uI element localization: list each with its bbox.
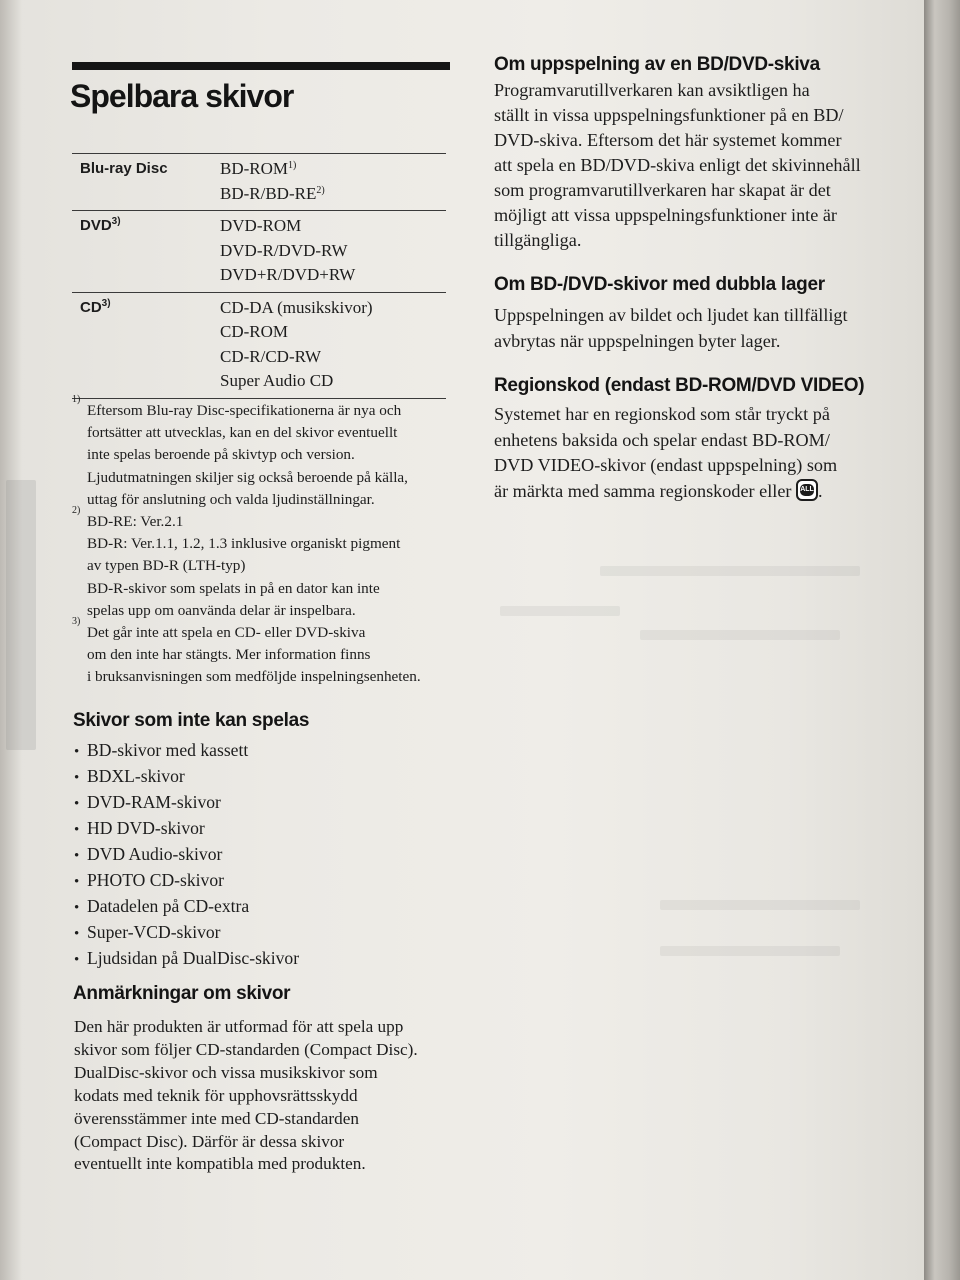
next-page-edge bbox=[924, 0, 960, 1280]
region-code-paragraph bbox=[494, 402, 894, 504]
paragraph-line: eventuellt inte kompatibla med produkten. bbox=[74, 1154, 366, 1174]
format-item: BD-ROM$^{1)}$ bbox=[220, 159, 297, 178]
footnote-line: spelas upp om oanvända delar är inspelbara. bbox=[87, 601, 356, 619]
footnote-line: Eftersom Blu-ray Disc-specifikationerna är nya och bbox=[87, 402, 402, 419]
playable-discs-table bbox=[72, 153, 446, 399]
footnotes bbox=[72, 394, 452, 689]
paragraph-line: som programvarutillverkaren har skapat är det bbox=[494, 180, 831, 200]
footnote-line: BD-R: Ver.1.1, 1.2, 1.3 inklusive organiskt pigment bbox=[87, 535, 401, 553]
list-item: • Super-VCD-skivor bbox=[74, 919, 299, 945]
footnote-line: av typen BD-R (LTH-typ) bbox=[87, 557, 246, 575]
format-item: DVD-R/DVD-RW bbox=[220, 240, 348, 260]
format-item: Super Audio CD bbox=[220, 371, 334, 390]
dual-layer-paragraph bbox=[494, 302, 894, 354]
disc-type: Blu-ray Disc bbox=[80, 160, 168, 177]
list-item: • PHOTO CD-skivor bbox=[74, 867, 299, 893]
paragraph-line: tillgängliga. bbox=[494, 230, 582, 250]
paragraph-line: är märkta med samma regionskoder eller ALL . bbox=[494, 479, 894, 505]
show-through-text bbox=[660, 900, 860, 910]
title-rule bbox=[72, 62, 450, 70]
paragraph-line: Programvarutillverkaren kan avsiktligen ha bbox=[494, 80, 810, 100]
section-heading-unplayable: Skivor som inte kan spelas bbox=[73, 710, 310, 731]
list-item: • DVD Audio-skivor bbox=[74, 841, 299, 867]
playback-paragraph bbox=[494, 78, 894, 253]
list-item: • Datadelen på CD-extra bbox=[74, 893, 299, 919]
disc-formats bbox=[220, 214, 355, 288]
footnote-line: BD-RE: Ver.2.1 bbox=[87, 513, 184, 531]
paragraph-line: enhetens baksida och spelar endast BD-ROM/ bbox=[494, 429, 830, 450]
list-item: • BD-skivor med kassett bbox=[74, 737, 299, 763]
table-row bbox=[72, 153, 446, 210]
side-index-tab bbox=[6, 480, 36, 750]
section-heading-region-code: Regionskod (endast BD-ROM/DVD VIDEO) bbox=[494, 375, 865, 396]
list-item: • HD DVD-skivor bbox=[74, 815, 299, 841]
section-heading-dual-layer: Om BD-/DVD-skivor med dubbla lager bbox=[494, 274, 825, 295]
paragraph-line: (Compact Disc). Därför är dessa skivor bbox=[74, 1131, 345, 1151]
region-all-icon bbox=[796, 479, 818, 501]
list-item: • DVD-RAM-skivor bbox=[74, 789, 299, 815]
footnote-line: Det går inte att spela en CD- eller DVD-skiva bbox=[87, 624, 366, 642]
footnote-line: om den inte har stängts. Mer information finns bbox=[87, 646, 371, 664]
table-row bbox=[72, 292, 446, 399]
footnote-line: fortsätter att utvecklas, kan en del skivor eventuellt bbox=[87, 424, 398, 442]
paragraph-line: ställt in vissa uppspelningsfunktioner på en BD/ bbox=[494, 105, 844, 125]
list-item: • BDXL-skivor bbox=[74, 763, 299, 789]
format-item: DVD+R/DVD+RW bbox=[220, 265, 356, 284]
disc-formats bbox=[220, 157, 325, 206]
disc-formats bbox=[220, 296, 373, 394]
show-through-text bbox=[640, 630, 840, 640]
show-through-text bbox=[600, 566, 860, 576]
section-heading-notes: Anmärkningar om skivor bbox=[73, 983, 291, 1004]
paragraph-line: Den här produkten är utformad för att spela upp bbox=[74, 1017, 404, 1036]
paragraph-line: Systemet har en regionskod som står tryckt på bbox=[494, 404, 830, 424]
paragraph-line: att spela en BD/DVD-skiva enligt det skivinnehåll bbox=[494, 155, 861, 175]
paragraph-line: DualDisc-skivor och vissa musikskivor som bbox=[74, 1062, 378, 1082]
notes-paragraph bbox=[74, 1016, 454, 1176]
format-item: DVD-ROM bbox=[220, 216, 302, 235]
table-row bbox=[72, 210, 446, 292]
format-item: CD-DA (musikskivor) bbox=[220, 297, 373, 317]
paragraph-line: möjligt att vissa uppspelningsfunktioner inte är bbox=[494, 205, 837, 225]
format-item: CD-R/CD-RW bbox=[220, 346, 322, 366]
format-item: BD-R/BD-RE$^{2)}$ bbox=[220, 183, 325, 203]
show-through-text bbox=[660, 946, 840, 956]
footnote: 2) BD-RE: Ver.2.1 BD-R: Ver.1.1, 1.2, 1.3 inklusive organiskt pigment av typen BD-R (LTH-typ) BD-R-skivor som spelats in på en dator kan inte spelas upp om oanvända delar är inspelbara. bbox=[72, 511, 452, 622]
section-heading-playback: Om uppspelning av en BD/DVD-skiva bbox=[494, 54, 820, 75]
paragraph-line: skivor som följer CD-standarden (Compact Disc). bbox=[74, 1039, 418, 1059]
list-item: • Ljudsidan på DualDisc-skivor bbox=[74, 945, 299, 971]
format-item: CD-ROM bbox=[220, 322, 289, 341]
footnote: 3) Det går inte att spela en CD- eller DVD-skiva om den inte har stängts. Mer information finns i bruksanvisningen som medföljde inspelningsenheten. bbox=[72, 622, 452, 689]
unplayable-list bbox=[74, 737, 299, 971]
disc-type: DVD$^{3)}$ bbox=[80, 216, 121, 234]
paragraph-line: kodats med teknik för upphovsrättsskydd bbox=[74, 1085, 358, 1105]
paragraph-line: överensstämmer inte med CD-standarden bbox=[74, 1108, 359, 1128]
footnote: 1) Eftersom Blu-ray Disc-specifikationerna är nya och fortsätter att utvecklas, kan en del skivor eventuellt inte spelas beroende på skivtyp och version. Ljudutmatningen skiljer sig också beroende på källa, uttag för anslutning och valda ljudinställningar. bbox=[72, 400, 452, 511]
show-through-text bbox=[500, 606, 620, 616]
disc-type: CD$^{3)}$ bbox=[80, 297, 111, 316]
footnote-line: inte spelas beroende på skivtyp och version. bbox=[87, 446, 355, 464]
footnote-line: Ljudutmatningen skiljer sig också beroende på källa, bbox=[87, 468, 408, 486]
footnote-line: i bruksanvisningen som medföljde inspelningsenheten. bbox=[87, 668, 421, 686]
page-title: Spelbara skivor bbox=[70, 78, 294, 114]
paragraph-line: Uppspelningen av bildet och ljudet kan tillfälligt bbox=[494, 305, 848, 325]
footnote-line: BD-R-skivor som spelats in på en dator kan inte bbox=[87, 579, 380, 597]
footnote-line: uttag för anslutning och valda ljudinställningar. bbox=[87, 490, 375, 508]
paragraph-line: DVD VIDEO-skivor (endast uppspelning) som bbox=[494, 455, 838, 475]
paragraph-line: avbrytas när uppspelningen byter lager. bbox=[494, 331, 781, 351]
paragraph-line: DVD-skiva. Eftersom det här systemet kommer bbox=[494, 130, 842, 150]
